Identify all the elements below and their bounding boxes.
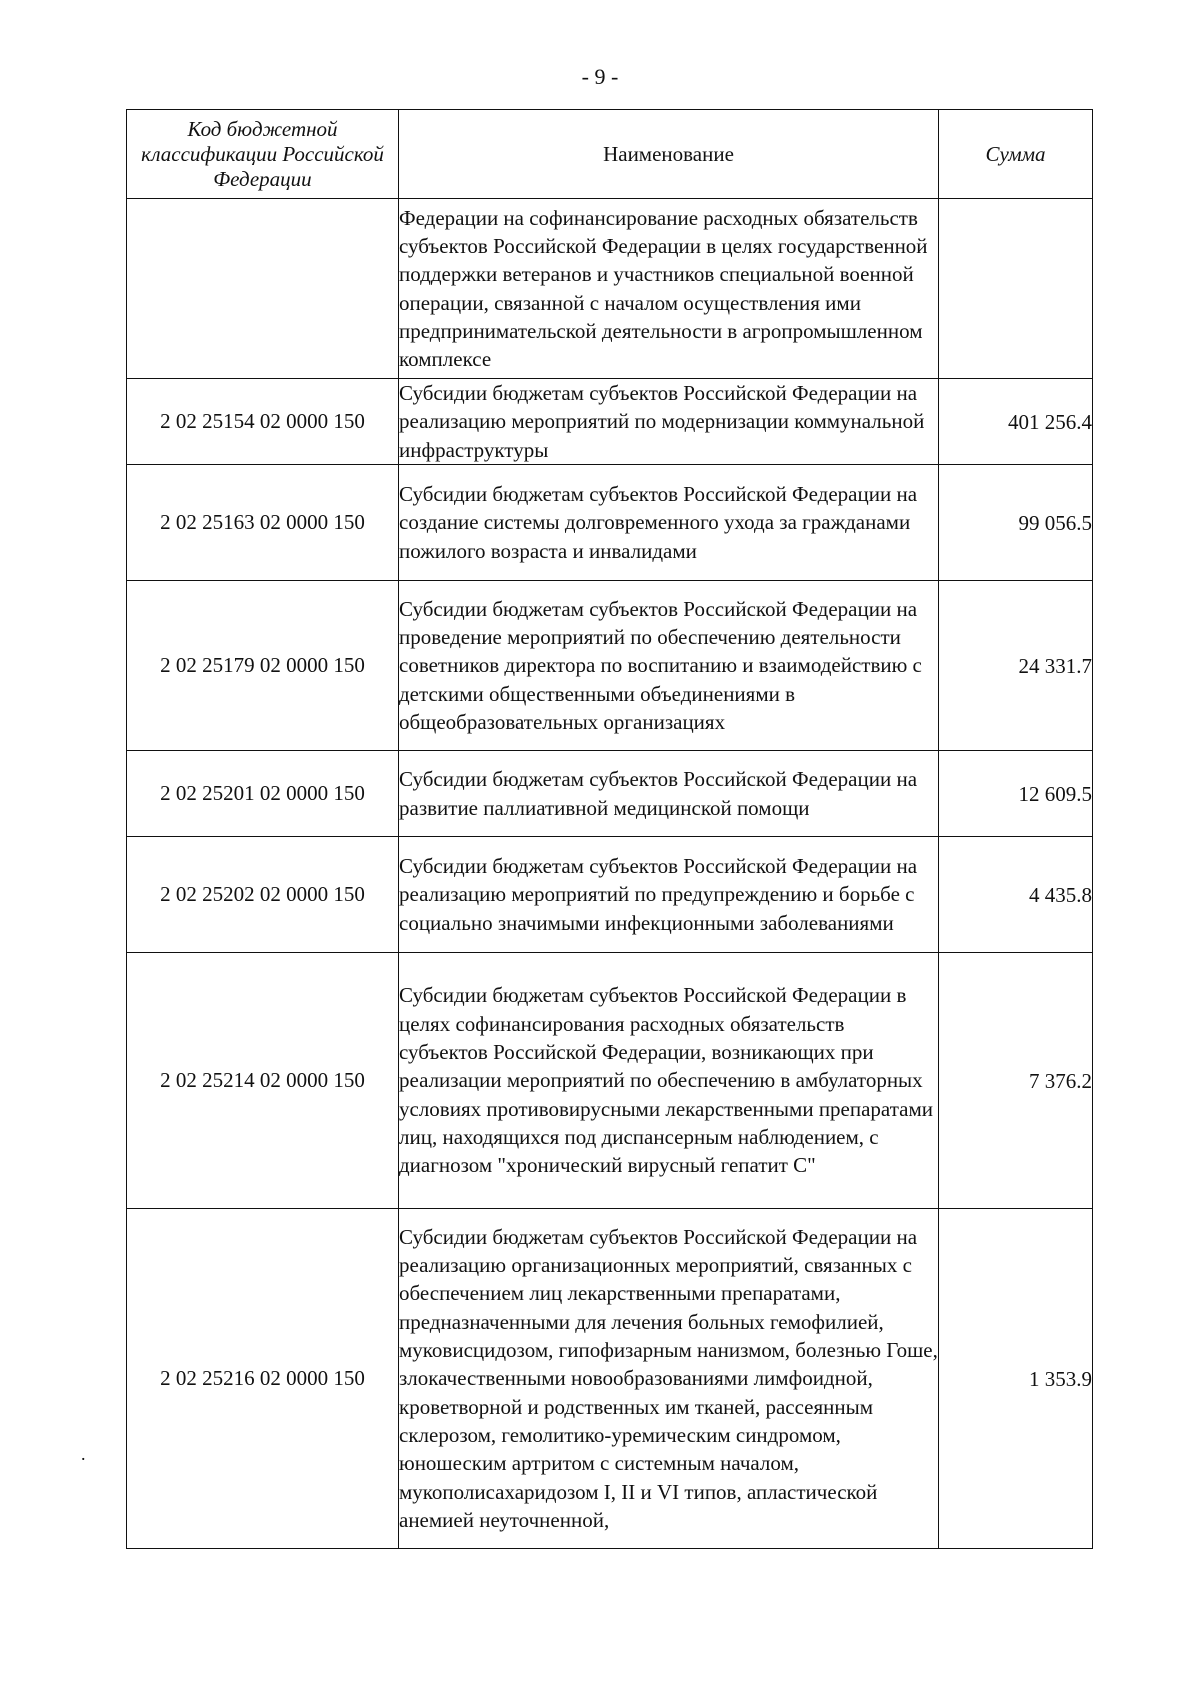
- row-name: Субсидии бюджетам субъектов Российской Федерации на проведение мероприятий по обеспечению деятельности советников директора по воспитанию и взаимодействию с детскими общественными объединениями в общеобразовательных организациях: [399, 581, 939, 751]
- row-name: Федерации на софинансирование расходных обязательств субъектов Российской Федерации в целях государственной поддержки ветеранов и участников специальной военной операции, связанной с началом осуществления ими предпринимательской деятельности в агропромышленном комплексе: [399, 199, 939, 379]
- row-code: 2 02 25216 02 0000 150: [127, 1209, 399, 1549]
- row-code: 2 02 25163 02 0000 150: [127, 465, 399, 581]
- row-sum: 7 376.2: [939, 953, 1093, 1209]
- row-code: 2 02 25154 02 0000 150: [127, 379, 399, 465]
- row-name: Субсидии бюджетам субъектов Российской Федерации в целях софинансирования расходных обязательств субъектов Российской Федерации, возникающих при реализации мероприятий по обеспечению в амбулаторных условиях противовирусными лекарственными препаратами лиц, находящихся под диспансерным наблюдением, с диагнозом "хронический вирусный гепатит С": [399, 953, 939, 1209]
- row-code: 2 02 25202 02 0000 150: [127, 837, 399, 953]
- table-row: [127, 837, 1093, 953]
- row-sum: 1 353.9: [939, 1209, 1093, 1549]
- header-sum: Сумма: [939, 110, 1093, 199]
- row-code: 2 02 25179 02 0000 150: [127, 581, 399, 751]
- row-sum: 24 331.7: [939, 581, 1093, 751]
- table-row: [127, 751, 1093, 837]
- table-row: [127, 199, 1093, 379]
- row-name: Субсидии бюджетам субъектов Российской Федерации на реализацию мероприятий по модернизации коммунальной инфраструктуры: [399, 379, 939, 465]
- table-header-row: [127, 110, 1093, 199]
- row-name: Субсидии бюджетам субъектов Российской Федерации на развитие паллиативной медицинской помощи: [399, 751, 939, 837]
- scan-speck: .: [81, 1444, 86, 1464]
- table-row: [127, 465, 1093, 581]
- budget-table: [126, 109, 1093, 1549]
- table-row: [127, 953, 1093, 1209]
- row-name: Субсидии бюджетам субъектов Российской Федерации на реализацию мероприятий по предупреждению и борьбе с социально значимыми инфекционными заболеваниями: [399, 837, 939, 953]
- row-code: 2 02 25214 02 0000 150: [127, 953, 399, 1209]
- row-sum: 12 609.5: [939, 751, 1093, 837]
- table-row: [127, 581, 1093, 751]
- header-code: Код бюджетной классификации Российской Федерации: [127, 110, 399, 199]
- page-number: - 9 -: [581, 64, 619, 89]
- row-code: 2 02 25201 02 0000 150: [127, 751, 399, 837]
- table-row: [127, 379, 1093, 465]
- row-sum: 401 256.4: [939, 379, 1093, 465]
- row-sum: [939, 199, 1093, 379]
- header-name: Наименование: [399, 110, 939, 199]
- table-row: [127, 1209, 1093, 1549]
- row-sum: 4 435.8: [939, 837, 1093, 953]
- row-sum: 99 056.5: [939, 465, 1093, 581]
- row-name: Субсидии бюджетам субъектов Российской Федерации на реализацию организационных мероприятий, связанных с обеспечением лиц лекарственными препаратами, предназначенными для лечения больных гемофилией, муковисцидозом, гипофизарным нанизмом, болезнью Гоше, злокачественными новообразованиями лимфоидной, кроветворной и родственных им тканей, рассеянным склерозом, гемолитико-уремическим синдромом, юношеским артритом с системным началом, мукополисахаридозом I, II и VI типов, апластической анемией неуточненной,: [399, 1209, 939, 1549]
- row-code: [127, 199, 399, 379]
- row-name: Субсидии бюджетам субъектов Российской Федерации на создание системы долговременного ухода за гражданами пожилого возраста и инвалидами: [399, 465, 939, 581]
